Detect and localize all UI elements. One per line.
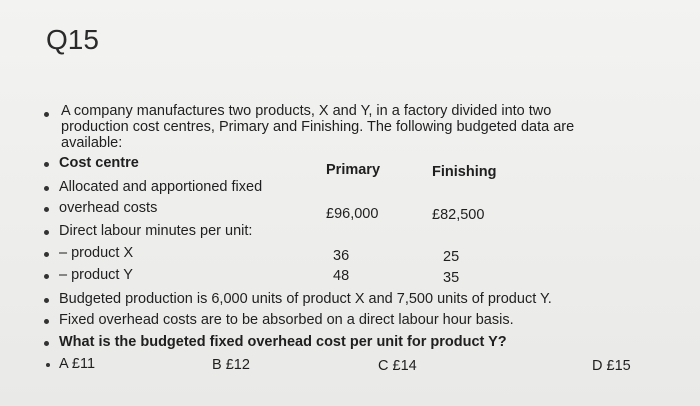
product-x-finishing: 25 — [443, 249, 460, 265]
bullet — [44, 298, 49, 303]
bullet — [44, 186, 49, 191]
overhead-label-1: Allocated and apportioned fixed — [59, 179, 263, 195]
bullet — [44, 319, 49, 324]
bullet — [44, 341, 49, 346]
option-c: C £14 — [378, 358, 417, 374]
bullet — [44, 230, 49, 235]
absorption-note: Fixed overhead costs are to be absorbed on a direct labour hour basis. — [59, 312, 514, 328]
finishing-header: Finishing — [432, 164, 497, 180]
primary-header: Primary — [326, 162, 381, 178]
intro-line-3: available: — [61, 135, 123, 151]
product-x-primary: 36 — [333, 248, 350, 264]
cost-centre-label: Cost centre — [59, 155, 139, 171]
option-a: A £11 — [59, 356, 96, 372]
bullet — [44, 274, 49, 279]
overhead-finishing-value: £82,500 — [432, 207, 485, 223]
question-text: What is the budgeted fixed overhead cost per unit for product Y? — [59, 334, 507, 350]
intro-line-2: production cost centres, Primary and Finishing. The following budgeted data are — [61, 119, 575, 135]
overhead-label-2: overhead costs — [59, 200, 158, 216]
product-y-finishing: 35 — [443, 270, 460, 286]
labour-label: Direct labour minutes per unit: — [59, 223, 253, 239]
bullet — [44, 112, 49, 117]
product-y-label: – product Y — [59, 267, 133, 283]
question-title: Q15 — [46, 24, 99, 55]
bullet — [44, 162, 49, 167]
product-x-label: – product X — [59, 245, 134, 261]
bullet — [44, 252, 49, 257]
production-note: Budgeted production is 6,000 units of product X and 7,500 units of product Y. — [59, 291, 552, 307]
product-y-primary: 48 — [333, 268, 350, 284]
bullet — [44, 207, 49, 212]
option-d: D £15 — [592, 358, 631, 374]
intro-line-1: A company manufactures two products, X and Y, in a factory divided into two — [61, 103, 552, 119]
bullet — [46, 363, 50, 367]
overhead-primary-value: £96,000 — [326, 206, 379, 222]
option-b: B £12 — [212, 357, 250, 373]
